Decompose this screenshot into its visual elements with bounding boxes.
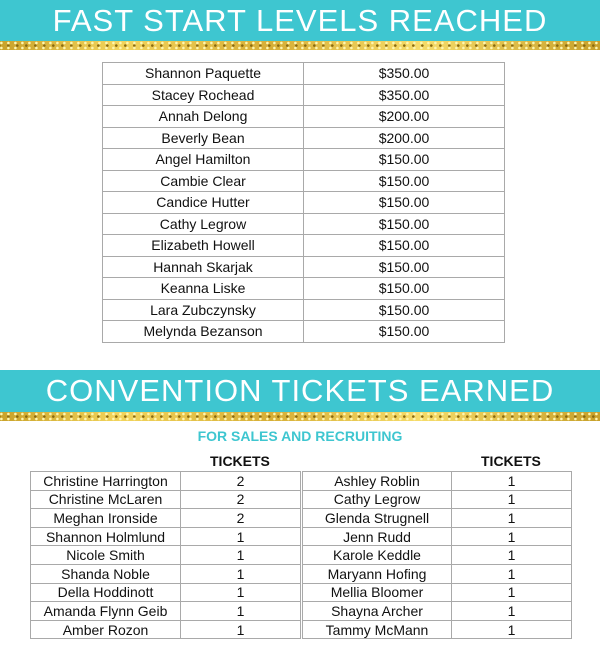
name-cell: Beverly Bean [103, 127, 304, 149]
amount-cell: $150.00 [304, 256, 505, 278]
amount-cell: $150.00 [304, 299, 505, 321]
name-cell: Nicole Smith [31, 546, 181, 565]
tickets-cell: 1 [452, 602, 572, 621]
tickets-cell: 1 [452, 583, 572, 602]
tickets-cell: 1 [181, 546, 301, 565]
table-row [103, 213, 505, 235]
table-row [303, 546, 572, 565]
table-row [103, 299, 505, 321]
name-cell: Tammy McMann [303, 620, 452, 639]
name-cell: Cathy Legrow [303, 490, 452, 509]
name-cell: Shannon Holmlund [31, 527, 181, 546]
tickets-header-right: TICKETS [481, 453, 541, 469]
table-row [103, 256, 505, 278]
tickets-cell: 1 [452, 509, 572, 528]
tickets-cell: 1 [452, 620, 572, 639]
name-cell: Ashley Roblin [303, 472, 452, 491]
tickets-cell: 2 [181, 472, 301, 491]
table-row [103, 278, 505, 300]
tickets-cell: 1 [181, 564, 301, 583]
fast-start-title: FAST START LEVELS REACHED [52, 2, 548, 38]
table-row [103, 321, 505, 343]
amount-cell: $150.00 [304, 213, 505, 235]
name-cell: Candice Hutter [103, 192, 304, 214]
convention-title: CONVENTION TICKETS EARNED [45, 373, 555, 408]
table-row [31, 472, 301, 491]
name-cell: Angel Hamilton [103, 149, 304, 171]
convention-table-left [30, 471, 301, 639]
tickets-cell: 1 [452, 546, 572, 565]
tickets-cell: 2 [181, 490, 301, 509]
name-cell: Lara Zubczynsky [103, 299, 304, 321]
table-row [103, 170, 505, 192]
glitter-strip [0, 412, 600, 421]
convention-subtitle: FOR SALES AND RECRUITING [197, 428, 403, 444]
table-row [303, 472, 572, 491]
table-row [31, 602, 301, 621]
table-row [103, 106, 505, 128]
table-row [303, 620, 572, 639]
amount-cell: $150.00 [304, 235, 505, 257]
table-row [31, 564, 301, 583]
table-row [103, 127, 505, 149]
table-row [31, 546, 301, 565]
name-cell: Meghan Ironside [31, 509, 181, 528]
name-cell: Keanna Liske [103, 278, 304, 300]
tickets-cell: 1 [181, 602, 301, 621]
amount-cell: $150.00 [304, 278, 505, 300]
amount-cell: $350.00 [304, 84, 505, 106]
tickets-cell: 1 [452, 472, 572, 491]
name-cell: Melynda Bezanson [103, 321, 304, 343]
name-cell: Maryann Hofing [303, 564, 452, 583]
tickets-cell: 2 [181, 509, 301, 528]
amount-cell: $350.00 [304, 63, 505, 85]
name-cell: Glenda Strugnell [303, 509, 452, 528]
name-cell: Shayna Archer [303, 602, 452, 621]
name-cell: Della Hoddinott [31, 583, 181, 602]
table-row [303, 564, 572, 583]
table-row [303, 490, 572, 509]
amount-cell: $150.00 [304, 192, 505, 214]
name-cell: Mellia Bloomer [303, 583, 452, 602]
tickets-cell: 1 [181, 527, 301, 546]
table-row [31, 490, 301, 509]
name-cell: Christine Harrington [31, 472, 181, 491]
tickets-cell: 1 [181, 620, 301, 639]
fast-start-table [102, 62, 505, 343]
table-row [303, 509, 572, 528]
amount-cell: $150.00 [304, 170, 505, 192]
table-row [103, 192, 505, 214]
amount-cell: $150.00 [304, 321, 505, 343]
table-row [303, 527, 572, 546]
name-cell: Amber Rozon [31, 620, 181, 639]
convention-banner [0, 370, 600, 412]
name-cell: Stacey Rochead [103, 84, 304, 106]
name-cell: Annah Delong [103, 106, 304, 128]
name-cell: Christine McLaren [31, 490, 181, 509]
glitter-strip [0, 41, 600, 50]
amount-cell: $150.00 [304, 149, 505, 171]
name-cell: Shannon Paquette [103, 63, 304, 85]
amount-cell: $200.00 [304, 127, 505, 149]
fast-start-banner [0, 0, 600, 41]
table-row [103, 63, 505, 85]
table-row [103, 235, 505, 257]
convention-table-right [302, 471, 572, 639]
table-row [31, 620, 301, 639]
tickets-cell: 1 [452, 527, 572, 546]
table-row [31, 527, 301, 546]
name-cell: Amanda Flynn Geib [31, 602, 181, 621]
name-cell: Cathy Legrow [103, 213, 304, 235]
name-cell: Hannah Skarjak [103, 256, 304, 278]
tickets-header-left: TICKETS [210, 453, 270, 469]
table-row [303, 583, 572, 602]
table-row [303, 602, 572, 621]
table-row [103, 149, 505, 171]
name-cell: Elizabeth Howell [103, 235, 304, 257]
tickets-cell: 1 [181, 583, 301, 602]
table-row [103, 84, 505, 106]
name-cell: Jenn Rudd [303, 527, 452, 546]
amount-cell: $200.00 [304, 106, 505, 128]
tickets-cell: 1 [452, 564, 572, 583]
name-cell: Karole Keddle [303, 546, 452, 565]
tickets-cell: 1 [452, 490, 572, 509]
name-cell: Cambie Clear [103, 170, 304, 192]
table-row [31, 509, 301, 528]
table-row [31, 583, 301, 602]
name-cell: Shanda Noble [31, 564, 181, 583]
